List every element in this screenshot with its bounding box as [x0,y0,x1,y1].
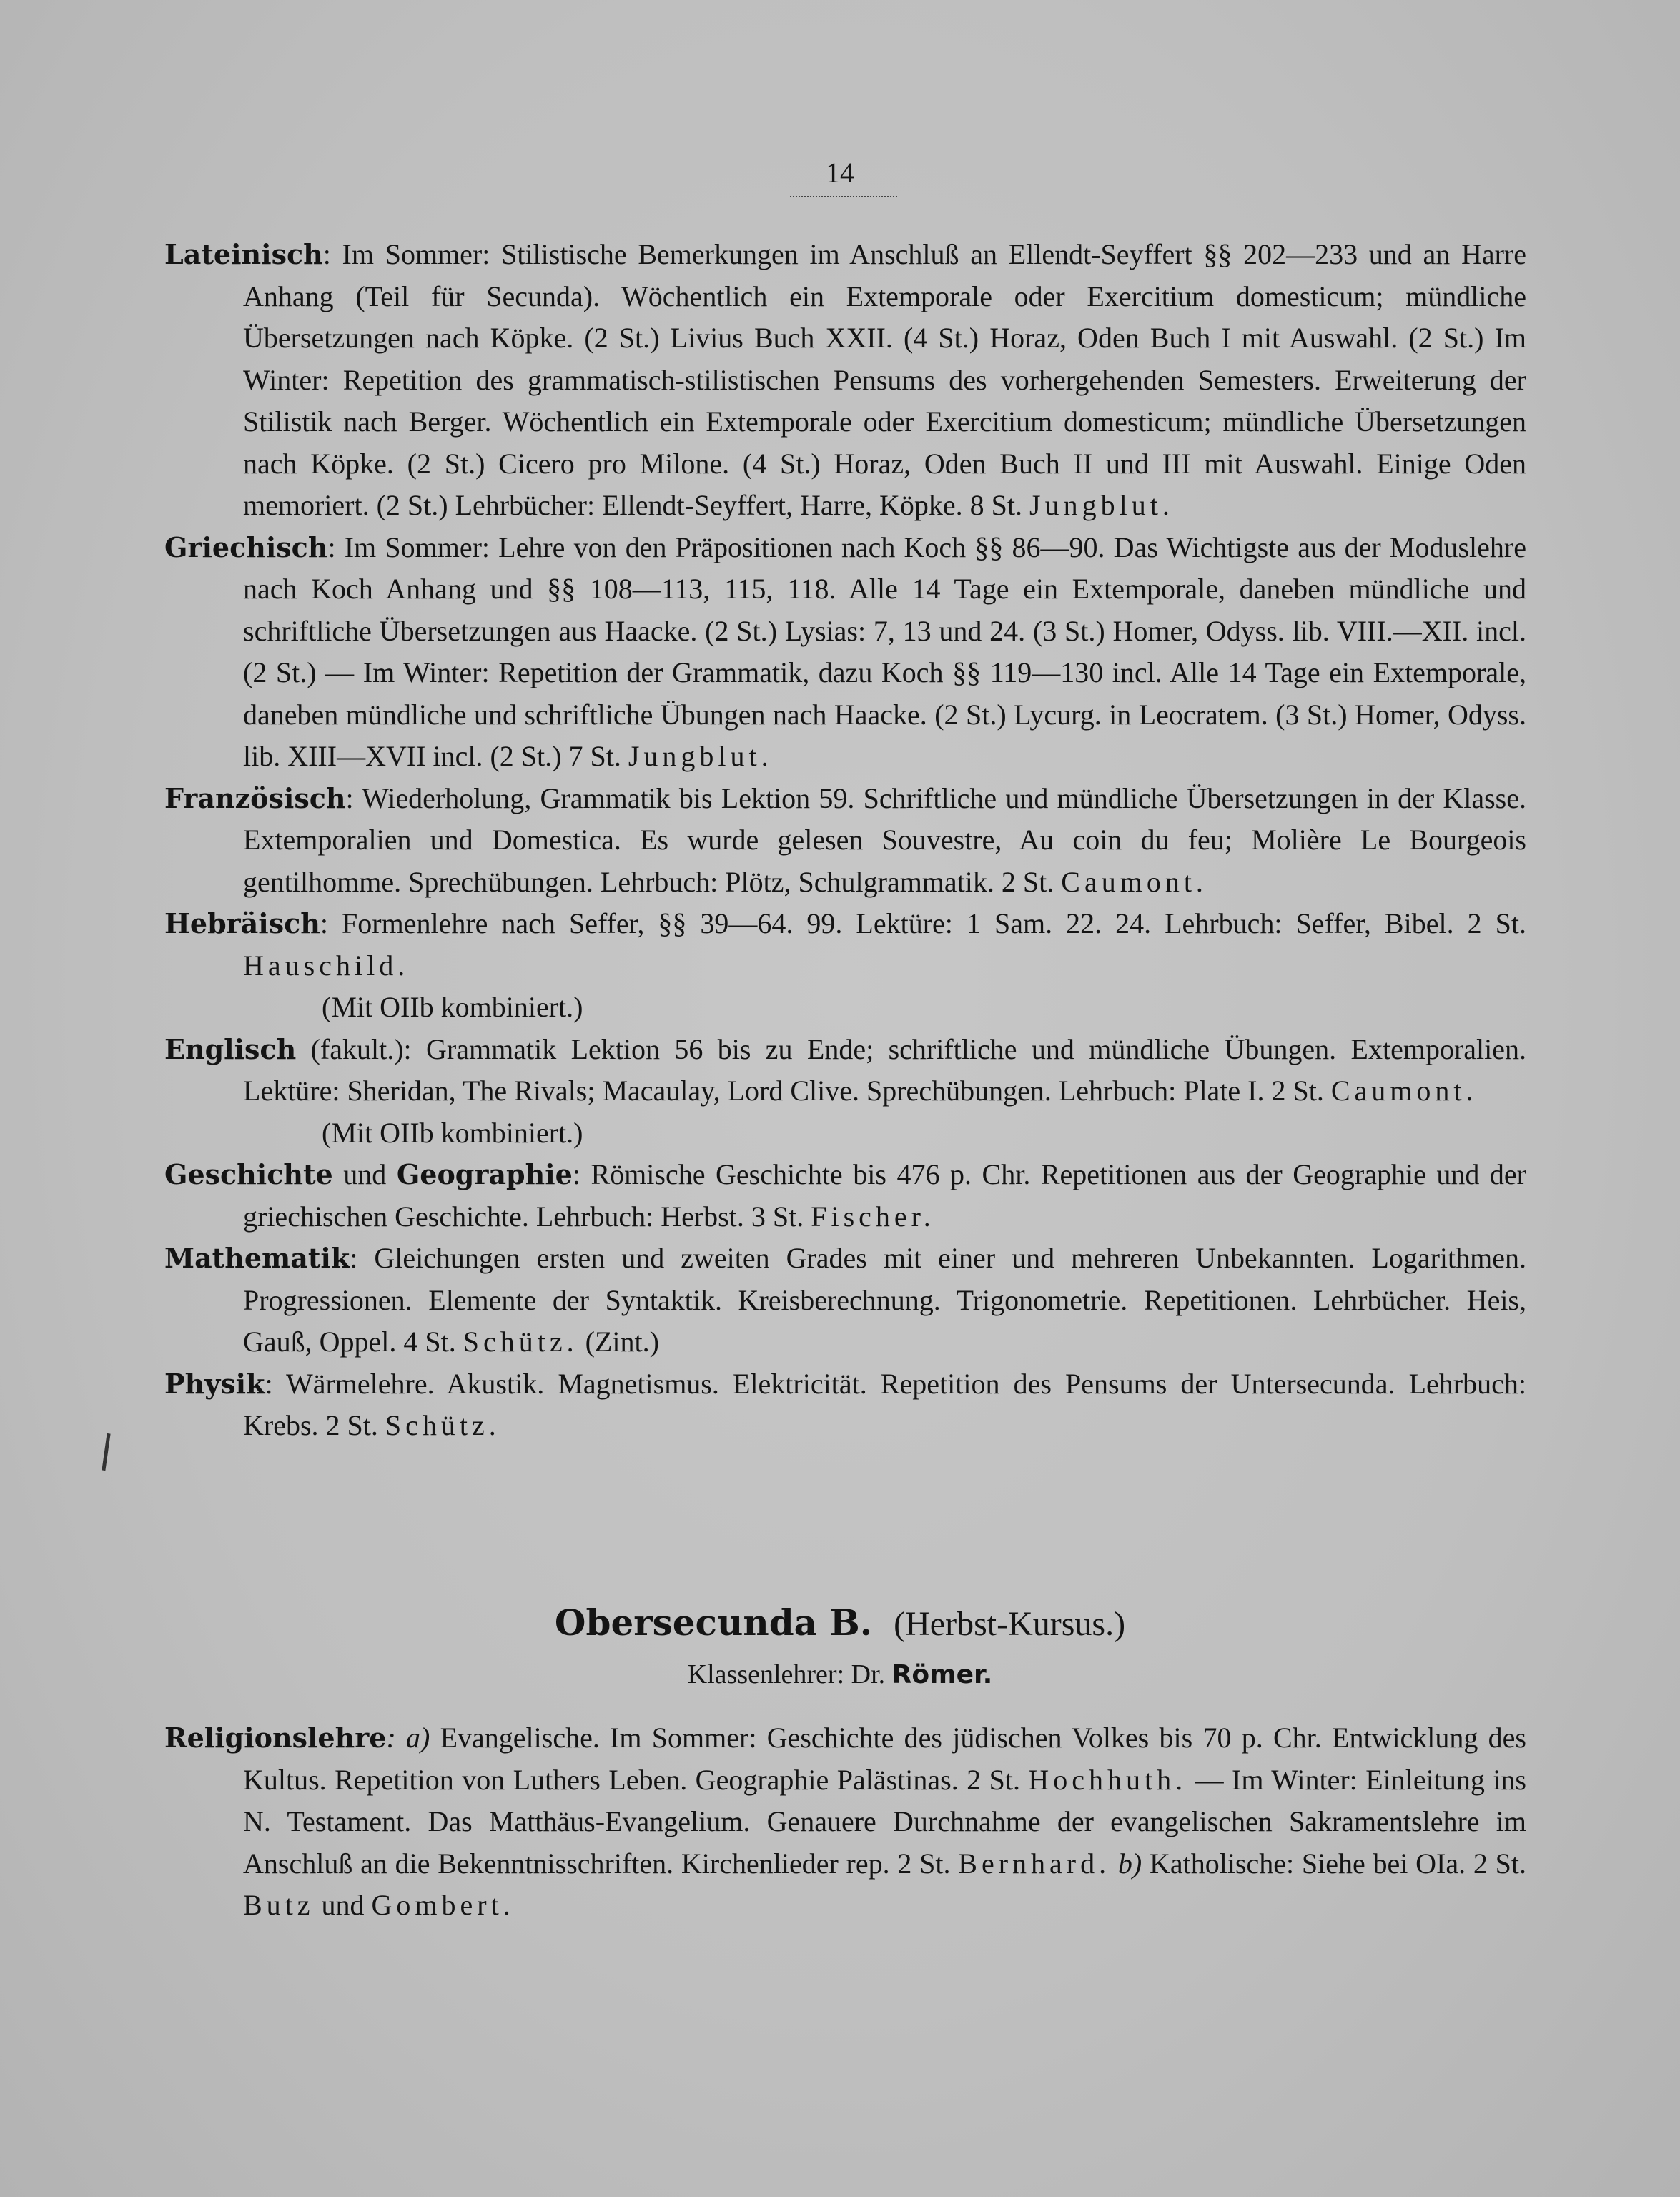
subject-heading-joiner: und [332,1158,397,1190]
subject-list-upper [164,234,1526,1447]
subject-heading: Hebräisch [164,907,320,939]
part-a-text: Evangelische. Im Sommer: Geschichte des jüdischen Volkes bis 70 p. Chr. Entwicklung des Kultus. Repetition von Luthers Leben. Geographie Palästinas. 2 St. [243,1722,1526,1796]
section-subtitle: (Herbst-Kursus.) [894,1605,1126,1643]
entry-franzoesisch [164,778,1526,904]
teacher-name: Hauschild. [243,949,410,982]
part-a2-text: — Im Winter: Einleitung ins N. Testament. Das Matthäus-Evangelium. Genauere Durchnahme der evangelischen Sakramentslehre im Anschluß an die Bekenntnisschriften. Kirchenlieder rep. 2 St. [243,1763,1526,1880]
combination-note: (Mit OIIb kombiniert.) [322,1116,583,1149]
entry-text: : Römische Geschichte bis 476 p. Chr. Repetitionen aus der Geographie und der griechischen Geschichte. Lehrbuch: Herbst. 3 St. [243,1158,1527,1233]
subject-heading: Griechisch [164,530,328,563]
teacher-name: Butz [243,1889,315,1921]
subject-heading: Englisch [164,1032,297,1065]
subject-list-lower [164,1717,1526,1927]
teacher-name: Hochhuth. [1028,1763,1187,1796]
entry-griechisch [164,527,1526,778]
class-teacher-label: Klassenlehrer: Dr. [687,1659,892,1689]
entry-physik [164,1363,1526,1447]
part-b-joiner: und [314,1889,372,1921]
entry-text: : Im Sommer: Stilistische Bemerkungen im Anschluß an Ellendt-Seyffert §§ 202—233 und an Harre Anhang (Teil für Secunda). Wöchentlich ein Extemporale oder Exercitium domesticum; mündliche Übersetzungen nach Köpke. (2 St.) Livius Buch XXII. (4 St.) Horaz, Oden Buch I mit Auswahl. (2 St.) Im Winter: Repetition des grammatisch-stilistischen Pensums des vorhergehenden Semesters. Erweiterung der Stilistik nach Berger. Wöchentlich ein Extemporale oder Exercitium domesticum; mündliche Übersetzungen nach Köpke. (2 St.) Cicero pro Milone. (4 St.) Horaz, Oden Buch II und III mit Auswahl. Einige Oden memoriert. (2 St.) Lehrbücher: Ellendt-Seyffert, Harre, Köpke. 8 St. [243,238,1526,521]
subject-heading-suffix: (fakult.) [296,1032,404,1065]
subject-heading: Mathematik [164,1242,350,1274]
subject-heading: Geschichte [164,1158,333,1190]
margin-pencil-mark [102,1433,110,1471]
entry-lateinisch [164,234,1526,527]
entry-text: : Wärmelehre. Akustik. Magnetismus. Elektricität. Repetition des Pensums der Untersecunda. Lehrbuch: Krebs. 2 St. [243,1367,1526,1441]
section-heading [0,1601,1680,1644]
entry-religionslehre [164,1717,1526,1927]
teacher-substitute: (Zint.) [578,1325,659,1358]
subject-heading: Französisch [164,781,346,814]
teacher-name: Jungblut. [628,740,773,772]
entry-text: : Im Sommer: Lehre von den Präpositionen nach Koch §§ 86—90. Das Wichtigste aus der Moduslehre nach Koch Anhang und §§ 108—113, 115, 118. Alle 14 Tage ein Extemporale, daneben mündliche und schriftliche Übersetzungen aus Haacke. (2 St.) Lysias: 7, 13 und 24. (3 St.) Homer, Odyss. lib. VIII.—XII. incl. (2 St.) — Im Winter: Repetition der Grammatik, dazu Koch §§ 119—130 incl. Alle 14 Tage ein Extemporale, daneben mündliche und schriftliche Übungen nach Haacke. (2 St.) Lycurg. in Leocratem. (3 St.) Homer, Odyss. lib. XIII—XVII incl. (2 St.) 7 St. [243,530,1526,772]
combination-note: (Mit OIIb kombiniert.) [322,991,583,1023]
subject-heading: Religionslehre [164,1722,387,1754]
entry-text: : Gleichungen ersten und zweiten Grades mit einer und mehreren Unbekannten. Logarithmen. Progressionen. Elemente der Syntaktik. Kreisberechnung. Trigonometrie. Repetitionen. Lehrbücher. Heis, Gauß, Oppel. 4 St. [243,1242,1526,1358]
page-number: 14 [826,157,854,189]
entry-mathematik [164,1238,1526,1363]
entry-text: : Wiederholung, Grammatik bis Lektion 59. Schriftliche und mündliche Übersetzungen in der Klasse. Extemporalien und Domestica. Es wurde gelesen Souvestre, Au coin du feu; Molière Le Bourgeois gentilhomme. Sprechübungen. Lehrbuch: Plötz, Schulgrammatik. 2 St. [243,781,1526,898]
section-title: Obersecunda B. [554,1601,873,1644]
entry-englisch [164,1029,1526,1112]
entry-text: : Grammatik Lektion 56 bis zu Ende; schriftliche und mündliche Übungen. Extemporalien. Lektüre: Sheridan, The Rivals; Macaulay, Lord Clive. Sprechübungen. Lehrbuch: Plate I. 2 St. [243,1032,1526,1107]
teacher-name: Caumont. [1330,1075,1478,1107]
subject-heading: Physik [164,1367,265,1400]
part-a-label: : a) [386,1722,430,1754]
teacher-name: Bernhard. [958,1847,1111,1880]
entry-geschichte-geographie [164,1154,1526,1238]
teacher-name: Jungblut. [1029,489,1174,521]
teacher-name: Caumont. [1061,865,1207,898]
teacher-name: Schütz. [463,1325,578,1358]
entry-text: : Formenlehre nach Seffer, §§ 39—64. 99. Lektüre: 1 Sam. 22. 24. Lehrbuch: Seffer, Bibel. 2 St. [320,907,1526,939]
page-number-ornament [790,192,897,197]
teacher-name: Gombert. [371,1889,515,1921]
class-teacher-name: Römer. [891,1660,993,1689]
subject-heading: Lateinisch [164,238,323,270]
teacher-name: Fischer. [811,1200,935,1233]
part-b-text: Katholische: Siehe bei OIa. 2 St. [1142,1847,1526,1880]
entry-hebraeisch [164,903,1526,987]
class-teacher-line [0,1659,1680,1690]
subject-heading-second: Geographie [396,1158,573,1190]
part-b-label: b) [1110,1847,1142,1880]
teacher-name: Schütz. [385,1409,500,1441]
